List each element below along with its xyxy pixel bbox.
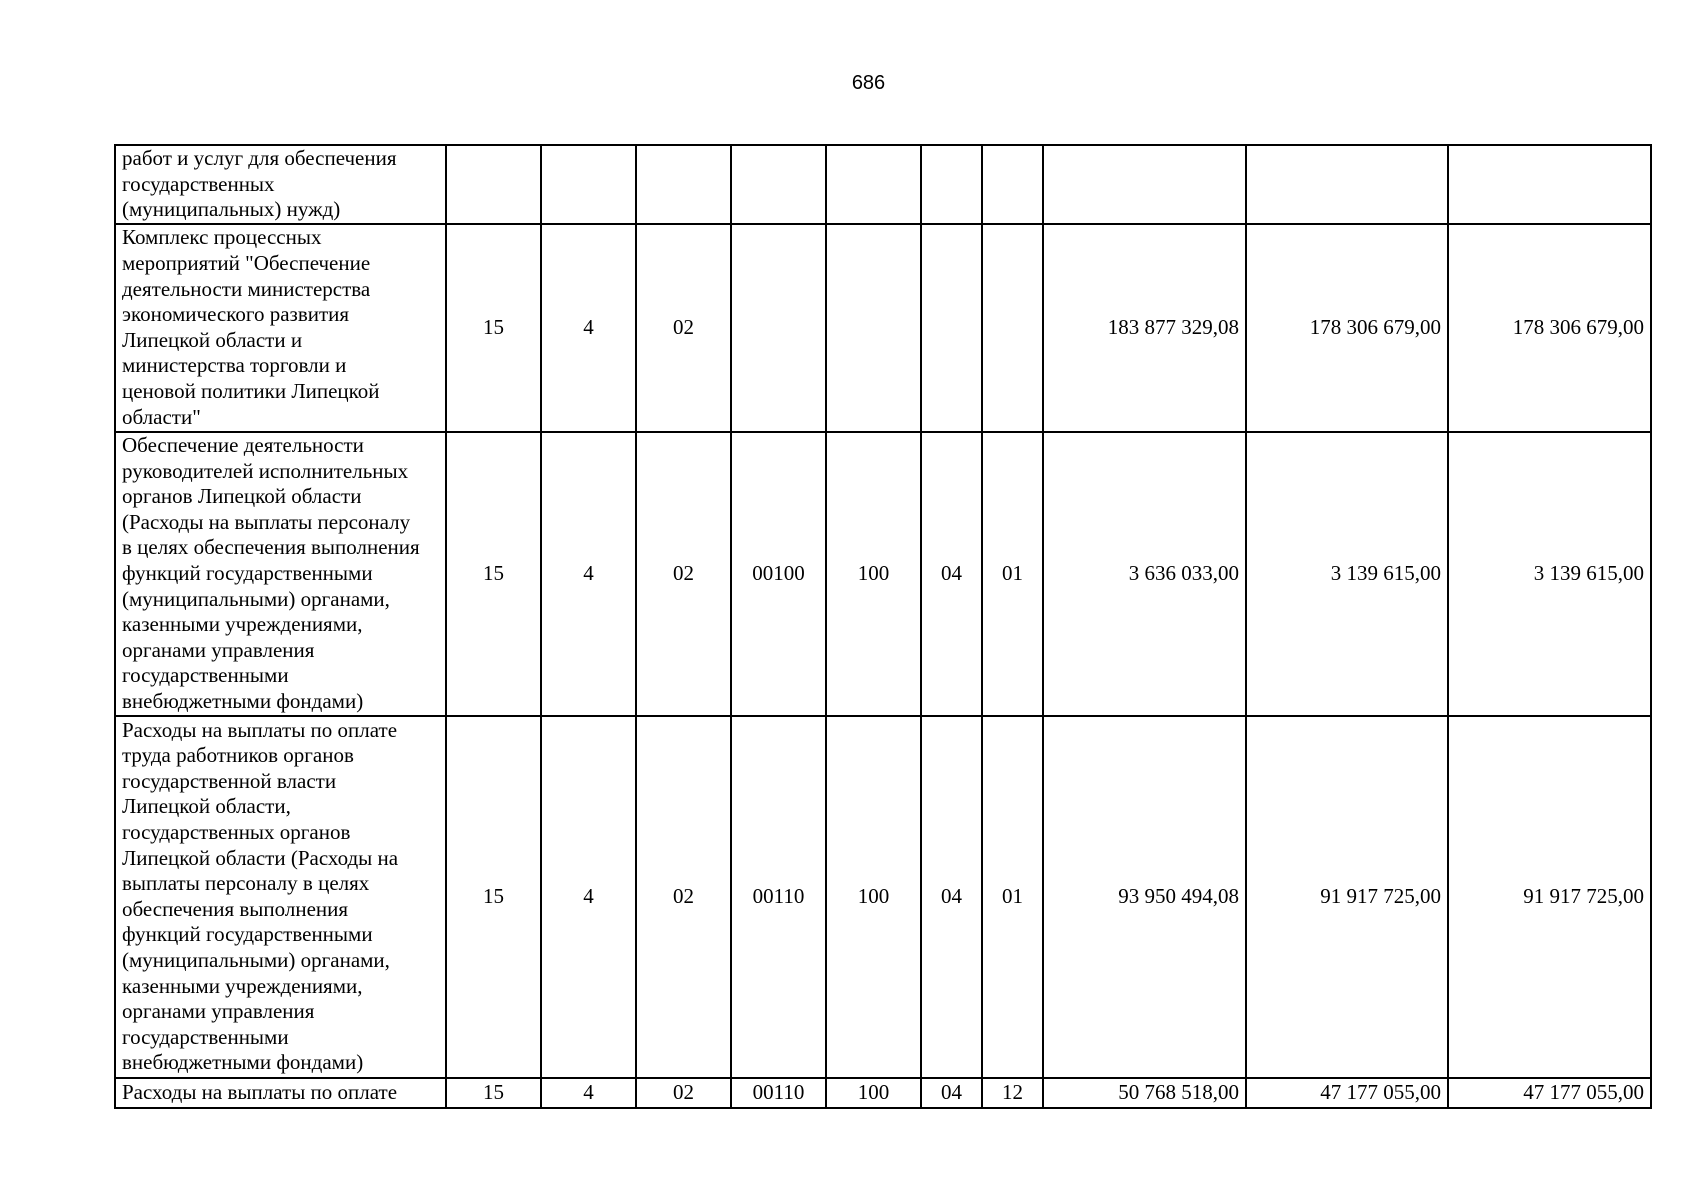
code-cell: 100: [826, 716, 921, 1078]
row-description: работ и услуг для обеспечения государственных (муниципальных) нужд): [115, 145, 446, 224]
table-row: [115, 432, 1651, 716]
code-cell: [541, 145, 636, 224]
code-cell: 100: [826, 432, 921, 716]
code-cell: 4: [541, 432, 636, 716]
code-cell: 00110: [731, 1078, 826, 1108]
row-description: Комплекс процессных мероприятий "Обеспечение деятельности министерства экономического развития Липецкой области и министерства торговли и ценовой политики Липецкой области": [115, 224, 446, 432]
code-cell: [982, 224, 1043, 432]
amount-cell: 3 139 615,00: [1246, 432, 1448, 716]
amount-cell: 93 950 494,08: [1043, 716, 1246, 1078]
amount-cell: 178 306 679,00: [1246, 224, 1448, 432]
code-cell: 4: [541, 1078, 636, 1108]
row-description: Расходы на выплаты по оплате труда работников органов государственной власти Липецкой области, государственных органов Липецкой области (Расходы на выплаты персоналу в целях обеспечения выполнения функций государственными (муниципальными) органами, казенными учреждениями, органами управления государственными внебюджетными фондами): [115, 716, 446, 1078]
amount-cell: 47 177 055,00: [1246, 1078, 1448, 1108]
table-row: [115, 145, 1651, 224]
row-description: Расходы на выплаты по оплате: [115, 1078, 446, 1108]
code-cell: 02: [636, 716, 731, 1078]
code-cell: 01: [982, 716, 1043, 1078]
code-cell: [446, 145, 541, 224]
table-row: [115, 224, 1651, 432]
code-cell: 4: [541, 224, 636, 432]
table-row: [115, 716, 1651, 1078]
code-cell: 100: [826, 1078, 921, 1108]
amount-cell: [1246, 145, 1448, 224]
amount-cell: 50 768 518,00: [1043, 1078, 1246, 1108]
code-cell: [921, 224, 982, 432]
code-cell: 01: [982, 432, 1043, 716]
amount-cell: 3 139 615,00: [1448, 432, 1651, 716]
amount-cell: 178 306 679,00: [1448, 224, 1651, 432]
code-cell: [921, 145, 982, 224]
amount-cell: 91 917 725,00: [1448, 716, 1651, 1078]
code-cell: [982, 145, 1043, 224]
code-cell: 15: [446, 432, 541, 716]
code-cell: 02: [636, 432, 731, 716]
table-row: [115, 1078, 1651, 1108]
code-cell: 04: [921, 716, 982, 1078]
amount-cell: 3 636 033,00: [1043, 432, 1246, 716]
amount-cell: 91 917 725,00: [1246, 716, 1448, 1078]
code-cell: 02: [636, 1078, 731, 1108]
code-cell: 15: [446, 716, 541, 1078]
code-cell: 02: [636, 224, 731, 432]
code-cell: [636, 145, 731, 224]
code-cell: 04: [921, 1078, 982, 1108]
code-cell: [826, 224, 921, 432]
code-cell: 15: [446, 224, 541, 432]
code-cell: 15: [446, 1078, 541, 1108]
amount-cell: [1043, 145, 1246, 224]
amount-cell: 183 877 329,08: [1043, 224, 1246, 432]
page-number: 686: [851, 72, 886, 94]
amount-cell: [1448, 145, 1651, 224]
code-cell: [826, 145, 921, 224]
code-cell: [731, 224, 826, 432]
code-cell: 4: [541, 716, 636, 1078]
code-cell: 00100: [731, 432, 826, 716]
row-description: Обеспечение деятельности руководителей исполнительных органов Липецкой области (Расходы на выплаты персоналу в целях обеспечения выполнения функций государственными (муниципальными) органами, казенными учреждениями, органами управления государственными внебюджетными фондами): [115, 432, 446, 716]
code-cell: 12: [982, 1078, 1043, 1108]
budget-table: [114, 144, 1652, 1109]
code-cell: [731, 145, 826, 224]
amount-cell: 47 177 055,00: [1448, 1078, 1651, 1108]
code-cell: 00110: [731, 716, 826, 1078]
code-cell: 04: [921, 432, 982, 716]
